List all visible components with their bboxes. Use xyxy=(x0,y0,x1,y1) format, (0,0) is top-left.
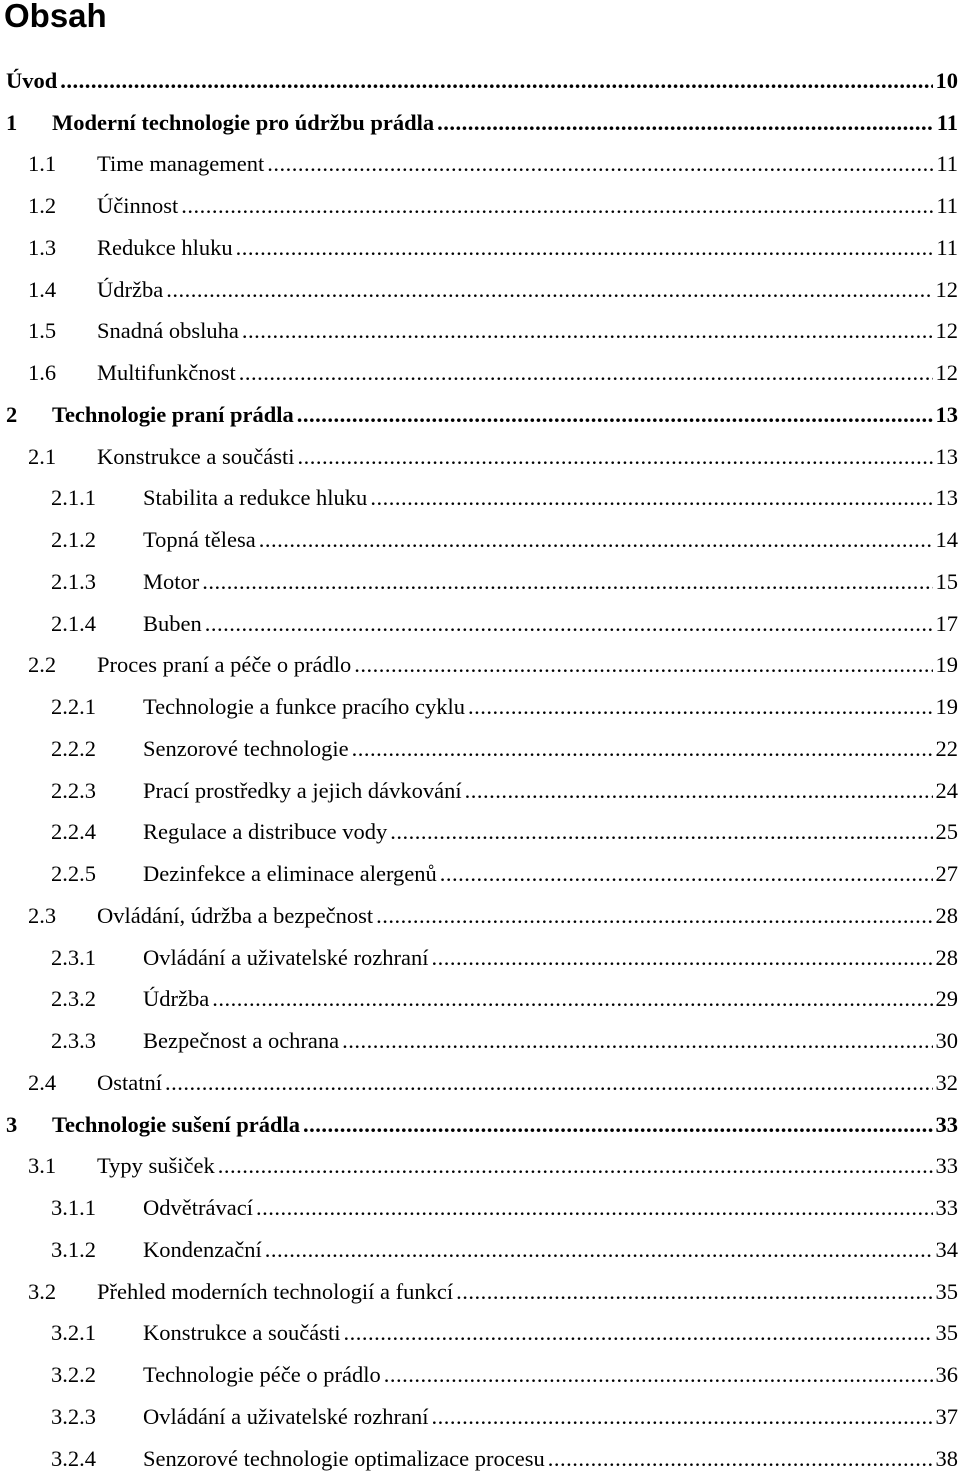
toc-entry[interactable] xyxy=(0,1104,960,1146)
toc-entry-page-number: 33 xyxy=(935,1111,958,1137)
toc-entry-page-number: 30 xyxy=(935,1028,958,1054)
dot-leader xyxy=(256,1195,933,1221)
toc-entry-label: Topná tělesa xyxy=(143,527,256,553)
toc-entry-page-number: 11 xyxy=(936,151,958,177)
toc-entry[interactable] xyxy=(0,102,960,144)
toc-entry[interactable] xyxy=(0,352,960,394)
toc-entry-label: Technologie a funkce pracího cyklu xyxy=(143,694,466,720)
toc-entry-number: 3.1.2 xyxy=(51,1236,96,1262)
toc-entry-page-number: 33 xyxy=(935,1153,958,1179)
toc-entry-label: Stabilita a redukce hluku xyxy=(143,485,368,511)
dot-leader xyxy=(297,402,933,428)
toc-entry-label: Kondenzační xyxy=(143,1236,262,1262)
toc-entry-page-number: 17 xyxy=(935,610,958,636)
toc-entry-page-number: 15 xyxy=(935,568,958,594)
toc-entry-label: Multifunkčnost xyxy=(97,360,236,386)
dot-leader xyxy=(354,652,932,678)
toc-entry-number: 3.2 xyxy=(28,1278,57,1304)
toc-entry-page-number: 11 xyxy=(936,234,958,260)
dot-leader xyxy=(465,778,933,804)
dot-leader xyxy=(181,193,933,219)
toc-entry[interactable] xyxy=(0,60,960,102)
toc-entry[interactable] xyxy=(0,1146,960,1188)
toc-entry[interactable] xyxy=(0,1438,960,1480)
toc-entry-label: Redukce hluku xyxy=(97,234,233,260)
dot-leader xyxy=(236,235,934,261)
toc-entry-number: 3.2.3 xyxy=(51,1403,96,1429)
page-title: Obsah xyxy=(4,0,107,34)
toc-entry[interactable] xyxy=(0,1062,960,1104)
toc-entry-page-number: 13 xyxy=(935,443,958,469)
toc-entry-label: Ovládání a uživatelské rozhraní xyxy=(143,944,429,970)
toc-entry-number: 3.1 xyxy=(28,1153,57,1179)
toc-entry[interactable] xyxy=(0,1313,960,1355)
toc-entry[interactable] xyxy=(0,478,960,520)
toc-entry-page-number: 12 xyxy=(935,360,958,386)
toc-entry-page-number: 33 xyxy=(935,1195,958,1221)
toc-entry-number: 2.2.4 xyxy=(51,819,96,845)
toc-entry-label: Senzorové technologie optimalizace procesu xyxy=(143,1445,545,1471)
toc-entry[interactable] xyxy=(0,853,960,895)
toc-entry-page-number: 36 xyxy=(935,1362,958,1388)
toc-entry-number: 2.4 xyxy=(28,1069,57,1095)
toc-entry-page-number: 28 xyxy=(935,902,958,928)
toc-entry[interactable] xyxy=(0,603,960,645)
toc-entry-page-number: 22 xyxy=(935,735,958,761)
toc-entry-number: 2.3 xyxy=(28,902,57,928)
toc-entry-number: 1 xyxy=(6,109,18,135)
toc-entry-number: 2.2.3 xyxy=(51,777,96,803)
dot-leader xyxy=(165,1070,933,1096)
dot-leader xyxy=(242,318,933,344)
dot-leader xyxy=(218,1153,933,1179)
toc-entry-label: Technologie sušení prádla xyxy=(52,1111,300,1137)
toc-entry-label: Buben xyxy=(143,610,202,636)
dot-leader xyxy=(212,986,932,1012)
toc-entry[interactable] xyxy=(0,1271,960,1313)
toc-entry-label: Údržba xyxy=(143,986,210,1012)
toc-entry[interactable] xyxy=(0,1020,960,1062)
table-of-contents xyxy=(0,60,960,1480)
toc-entry-page-number: 13 xyxy=(935,485,958,511)
toc-entry-label: Účinnost xyxy=(97,193,179,219)
toc-entry-label: Úvod xyxy=(6,67,58,93)
dot-leader xyxy=(432,1404,933,1430)
dot-leader xyxy=(370,485,932,511)
toc-entry-page-number: 19 xyxy=(935,694,958,720)
toc-entry-number: 2.2.1 xyxy=(51,694,96,720)
toc-entry-label: Technologie praní prádla xyxy=(52,401,294,427)
toc-entry-number: 2 xyxy=(6,401,18,427)
toc-entry-number: 3.1.1 xyxy=(51,1195,96,1221)
toc-entry-label: Bezpečnost a ochrana xyxy=(143,1028,340,1054)
dot-leader xyxy=(432,945,933,971)
toc-entry-number: 2.3.3 xyxy=(51,1028,96,1054)
toc-entry[interactable] xyxy=(0,812,960,854)
dot-leader xyxy=(297,444,932,470)
toc-entry[interactable] xyxy=(0,185,960,227)
toc-entry-page-number: 13 xyxy=(935,401,958,427)
toc-entry[interactable] xyxy=(0,979,960,1021)
toc-entry-page-number: 14 xyxy=(935,527,958,553)
toc-entry-page-number: 19 xyxy=(935,652,958,678)
toc-entry-label: Konstrukce a součásti xyxy=(143,1320,341,1346)
toc-entry[interactable] xyxy=(0,686,960,728)
toc-entry-number: 2.2.2 xyxy=(51,735,96,761)
toc-entry-number: 2.1 xyxy=(28,443,57,469)
toc-entry-page-number: 38 xyxy=(935,1445,958,1471)
toc-entry-label: Konstrukce a součásti xyxy=(97,443,295,469)
toc-entry[interactable] xyxy=(0,728,960,770)
dot-leader xyxy=(60,68,932,94)
toc-entry-number: 1.3 xyxy=(28,234,57,260)
toc-entry-label: Prací prostředky a jejich dávkování xyxy=(143,777,462,803)
dot-leader xyxy=(205,611,933,637)
toc-entry-page-number: 32 xyxy=(935,1069,958,1095)
toc-entry-page-number: 25 xyxy=(935,819,958,845)
toc-entry-page-number: 12 xyxy=(935,276,958,302)
toc-entry-page-number: 10 xyxy=(935,67,958,93)
toc-entry-page-number: 11 xyxy=(936,193,958,219)
dot-leader xyxy=(343,1320,932,1346)
toc-entry-number: 1.5 xyxy=(28,318,57,344)
toc-entry-label: Snadná obsluha xyxy=(97,318,239,344)
toc-entry[interactable] xyxy=(0,561,960,603)
toc-entry-label: Motor xyxy=(143,568,200,594)
dot-leader xyxy=(384,1362,933,1388)
toc-entry-number: 2.1.4 xyxy=(51,610,96,636)
dot-leader xyxy=(390,819,932,845)
toc-entry-page-number: 28 xyxy=(935,944,958,970)
toc-entry-label: Typy sušiček xyxy=(97,1153,215,1179)
toc-entry[interactable] xyxy=(0,1354,960,1396)
toc-entry-label: Ovládání a uživatelské rozhraní xyxy=(143,1403,429,1429)
dot-leader xyxy=(303,1112,933,1138)
toc-entry-number: 2.3.2 xyxy=(51,986,96,1012)
dot-leader xyxy=(267,151,933,177)
toc-entry-number: 2.2.5 xyxy=(51,861,96,887)
toc-entry[interactable] xyxy=(0,895,960,937)
dot-leader xyxy=(437,110,934,136)
toc-entry[interactable] xyxy=(0,770,960,812)
toc-entry[interactable] xyxy=(0,144,960,186)
toc-entry[interactable] xyxy=(0,937,960,979)
toc-entry[interactable] xyxy=(0,394,960,436)
toc-entry-label: Přehled moderních technologií a funkcí xyxy=(97,1278,454,1304)
dot-leader xyxy=(456,1279,932,1305)
dot-leader xyxy=(548,1446,933,1472)
toc-entry[interactable] xyxy=(0,645,960,687)
dot-leader xyxy=(440,861,933,887)
dot-leader xyxy=(376,903,932,929)
toc-entry[interactable] xyxy=(0,519,960,561)
toc-entry-label: Údržba xyxy=(97,276,164,302)
toc-entry[interactable] xyxy=(0,1396,960,1438)
toc-entry-label: Ostatní xyxy=(97,1069,162,1095)
toc-entry-number: 3.2.4 xyxy=(51,1445,96,1471)
toc-entry-page-number: 34 xyxy=(935,1236,958,1262)
toc-entry[interactable] xyxy=(0,1187,960,1229)
toc-entry-number: 2.1.2 xyxy=(51,527,96,553)
toc-entry-page-number: 29 xyxy=(935,986,958,1012)
toc-entry[interactable] xyxy=(0,436,960,478)
dot-leader xyxy=(265,1237,933,1263)
toc-entry-label: Moderní technologie pro údržbu prádla xyxy=(52,109,435,135)
toc-entry-label: Technologie péče o prádlo xyxy=(143,1362,381,1388)
toc-entry-label: Proces praní a péče o prádlo xyxy=(97,652,352,678)
toc-entry[interactable] xyxy=(0,1229,960,1271)
toc-entry-label: Odvětrávací xyxy=(143,1195,253,1221)
dot-leader xyxy=(202,569,932,595)
toc-entry-label: Dezinfekce a eliminace alergenů xyxy=(143,861,437,887)
dot-leader xyxy=(259,527,933,553)
dot-leader xyxy=(352,736,933,762)
dot-leader xyxy=(239,360,933,386)
toc-entry-number: 2.1.1 xyxy=(51,485,96,511)
toc-entry-number: 1.6 xyxy=(28,360,57,386)
toc-entry-page-number: 27 xyxy=(935,861,958,887)
toc-entry-label: Time management xyxy=(97,151,265,177)
dot-leader xyxy=(166,277,932,303)
toc-entry-number: 3 xyxy=(6,1111,18,1137)
toc-entry-number: 3.2.2 xyxy=(51,1362,96,1388)
toc-entry-page-number: 35 xyxy=(935,1320,958,1346)
toc-entry-number: 1.2 xyxy=(28,193,57,219)
toc-entry-page-number: 35 xyxy=(935,1278,958,1304)
toc-entry-page-number: 11 xyxy=(936,109,958,135)
dot-leader xyxy=(468,694,932,720)
toc-entry-page-number: 12 xyxy=(935,318,958,344)
toc-entry-number: 2.1.3 xyxy=(51,568,96,594)
toc-entry-number: 3.2.1 xyxy=(51,1320,96,1346)
dot-leader xyxy=(342,1028,932,1054)
toc-entry[interactable] xyxy=(0,311,960,353)
toc-entry-number: 2.2 xyxy=(28,652,57,678)
toc-entry-page-number: 37 xyxy=(935,1403,958,1429)
toc-entry-label: Senzorové technologie xyxy=(143,735,349,761)
toc-entry-page-number: 24 xyxy=(935,777,958,803)
toc-entry[interactable] xyxy=(0,269,960,311)
toc-entry-number: 2.3.1 xyxy=(51,944,96,970)
toc-entry-number: 1.4 xyxy=(28,276,57,302)
toc-entry[interactable] xyxy=(0,227,960,269)
toc-entry-number: 1.1 xyxy=(28,151,57,177)
toc-entry-label: Ovládání, údržba a bezpečnost xyxy=(97,902,374,928)
toc-entry-label: Regulace a distribuce vody xyxy=(143,819,388,845)
